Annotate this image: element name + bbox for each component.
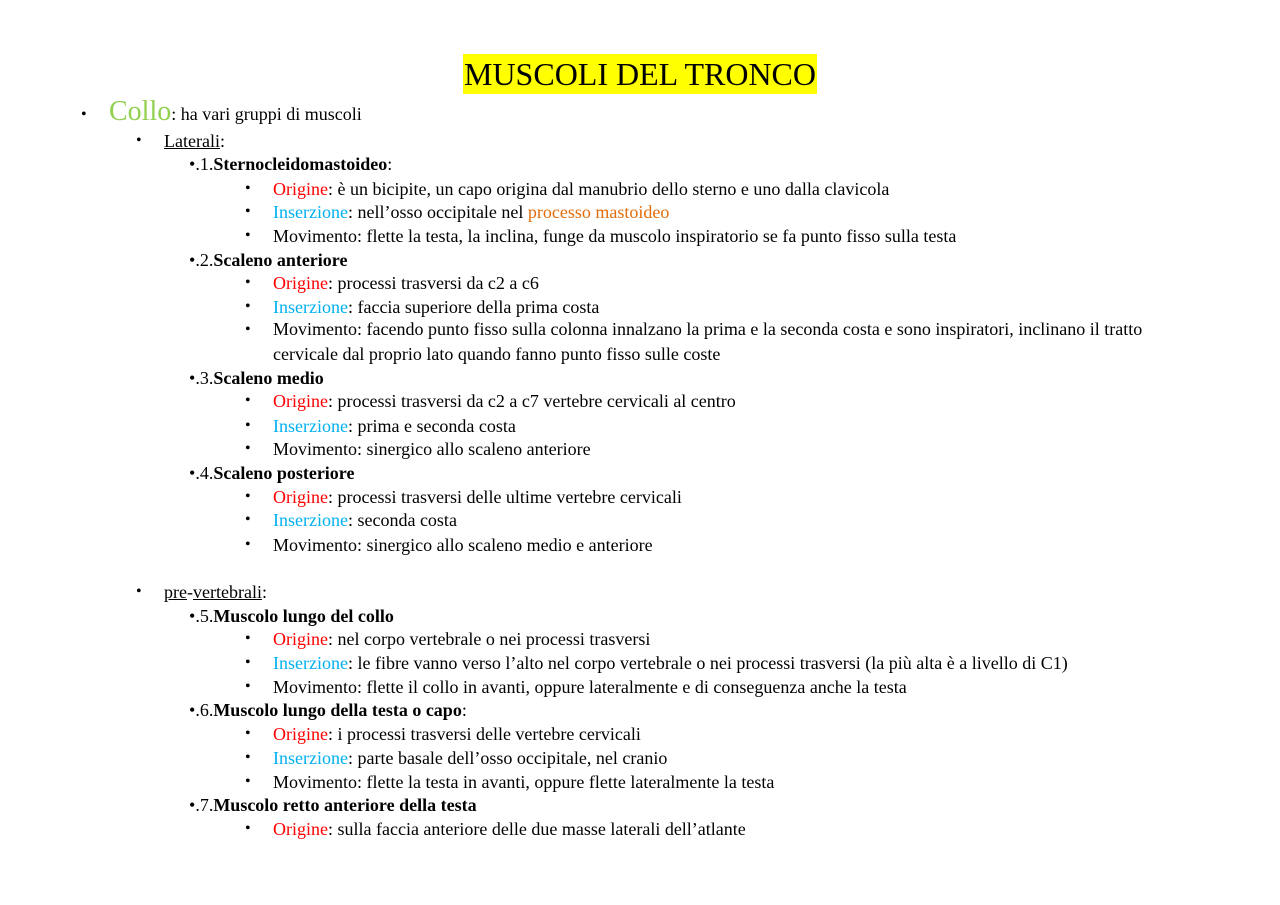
bullet-icon: • [189, 154, 196, 174]
bullet-icon: • [245, 417, 251, 434]
muscle-name: Scaleno posteriore [213, 463, 355, 483]
inserzione-item [273, 201, 669, 223]
bullet-icon: • [245, 321, 251, 338]
bullet-icon: • [189, 368, 196, 388]
bullet-icon: • [245, 392, 251, 409]
origine-label: Origine [273, 629, 328, 649]
inserzione-text: : seconda costa [347, 510, 457, 530]
muscle-name: Muscolo retto anteriore della testa [213, 795, 477, 815]
inserzione-text: : le fibre vanno verso l’alto nel corpo vertebrale o nei processi trasversi (la più alta è a livello di C1) [347, 653, 1068, 673]
origine-text: : processi trasversi da c2 a c7 vertebre cervicali al centro [327, 391, 736, 411]
inserzione-item [273, 509, 457, 531]
inserzione-label: Inserzione [273, 748, 348, 768]
laterali-colon: : [219, 131, 225, 151]
muscle-number: .6. [195, 700, 214, 720]
origine-item [273, 178, 889, 200]
prevertebrali-colon: : [261, 582, 267, 602]
muscle-number: .3. [195, 368, 214, 388]
inserzione-item [273, 652, 1068, 674]
inserzione-item [273, 747, 667, 769]
movimento-item: Movimento: facendo punto fisso sulla colonna innalzano la prima e la seconda costa e sono inspiratori, inclinano il tratto cervicale dal proprio lato quando fanno punto fisso sulle coste [273, 319, 1143, 364]
bullet-icon: • [245, 488, 251, 505]
bullet-icon: • [245, 678, 251, 695]
origine-text: : i processi trasversi delle vertebre cervicali [327, 724, 641, 744]
muscle-heading-6 [189, 699, 467, 721]
bullet-icon: • [136, 583, 142, 600]
origine-label: Origine [273, 273, 328, 293]
muscle-suffix: : [461, 700, 467, 720]
section-collo [109, 98, 362, 128]
bullet-icon: • [245, 440, 251, 457]
movimento-item: Movimento: sinergico allo scaleno medio e anteriore [273, 535, 653, 555]
inserzione-item [273, 296, 599, 318]
inserzione-label: Inserzione [273, 202, 348, 222]
bullet-icon: • [189, 795, 196, 815]
inserzione-label: Inserzione [273, 297, 348, 317]
collo-description: : ha vari gruppi di muscoli [171, 104, 362, 124]
bullet-icon: • [81, 106, 87, 123]
inserzione-label: Inserzione [273, 653, 348, 673]
movimento-item: Movimento: sinergico allo scaleno anteriore [273, 439, 591, 459]
bullet-icon: • [245, 630, 251, 647]
bullet-icon: • [245, 274, 251, 291]
bullet-icon: • [189, 250, 196, 270]
origine-text: : nel corpo vertebrale o nei processi trasversi [327, 629, 651, 649]
origine-item [273, 272, 539, 294]
muscle-number: .2. [195, 250, 214, 270]
bullet-icon: • [189, 606, 196, 626]
bullet-icon: • [245, 180, 251, 197]
collo-label: Collo [109, 96, 172, 127]
origine-text: : sulla faccia anteriore delle due masse laterali dell’atlante [327, 819, 746, 839]
prevertebrali-vert: vertebrali [192, 582, 262, 602]
inserzione-text: : prima e seconda costa [347, 416, 516, 436]
origine-text: : processi trasversi da c2 a c6 [327, 273, 539, 293]
bullet-icon: • [245, 536, 251, 553]
muscle-heading-2 [189, 249, 347, 271]
bullet-icon: • [245, 203, 251, 220]
muscle-heading-4 [189, 462, 354, 484]
muscle-name: Muscolo lungo del collo [213, 606, 394, 626]
muscle-number: .4. [195, 463, 214, 483]
inserzione-text: : nell’osso occipitale nel [347, 202, 528, 222]
inserzione-highlight: processo mastoideo [527, 202, 670, 222]
title-container [0, 54, 1280, 94]
subsection-laterali [164, 130, 225, 152]
muscle-name: Scaleno medio [213, 368, 324, 388]
origine-label: Origine [273, 819, 328, 839]
bullet-icon: • [245, 511, 251, 528]
muscle-suffix: : [387, 154, 393, 174]
subsection-prevertebrali [164, 581, 267, 603]
origine-text: : processi trasversi delle ultime vertebre cervicali [327, 487, 682, 507]
bullet-icon: • [245, 298, 251, 315]
origine-item [273, 818, 746, 840]
muscle-number: .5. [195, 606, 214, 626]
origine-label: Origine [273, 179, 328, 199]
bullet-icon: • [245, 749, 251, 766]
muscle-name: Scaleno anteriore [213, 250, 348, 270]
origine-item [273, 723, 641, 745]
prevertebrali-pre: pre [164, 582, 187, 602]
origine-label: Origine [273, 391, 328, 411]
bullet-icon: • [245, 654, 251, 671]
page-title: MUSCOLI DEL TRONCO [463, 56, 816, 92]
origine-text: : è un bicipite, un capo origina dal manubrio dello sterno e uno dalla clavicola [327, 179, 890, 199]
origine-item [273, 486, 682, 508]
inserzione-text: : parte basale dell’osso occipitale, nel cranio [347, 748, 668, 768]
movimento-item: Movimento: flette il collo in avanti, oppure lateralmente e di conseguenza anche la testa [273, 677, 907, 697]
bullet-icon: • [245, 820, 251, 837]
origine-label: Origine [273, 724, 328, 744]
muscle-heading-3 [189, 367, 324, 389]
inserzione-text: : faccia superiore della prima costa [347, 297, 600, 317]
inserzione-label: Inserzione [273, 510, 348, 530]
muscle-name: Sternocleidomastoideo [213, 154, 388, 174]
bullet-icon: • [245, 773, 251, 790]
bullet-icon: • [245, 227, 251, 244]
bullet-icon: • [189, 700, 196, 720]
inserzione-label: Inserzione [273, 416, 348, 436]
movimento-item: Movimento: flette la testa in avanti, oppure flette lateralmente la testa [273, 772, 775, 792]
bullet-icon: • [245, 725, 251, 742]
muscle-heading-7 [189, 794, 477, 816]
laterali-label: Laterali [164, 131, 220, 151]
origine-item [273, 628, 650, 650]
origine-label: Origine [273, 487, 328, 507]
muscle-number: .7. [195, 795, 214, 815]
origine-item [273, 390, 736, 412]
muscle-name: Muscolo lungo della testa o capo [213, 700, 462, 720]
bullet-icon: • [136, 132, 142, 149]
muscle-number: .1. [195, 154, 214, 174]
inserzione-item [273, 415, 516, 437]
muscle-heading-1 [189, 153, 392, 175]
muscle-heading-5 [189, 605, 394, 627]
bullet-icon: • [189, 463, 196, 483]
movimento-item: Movimento: flette la testa, la inclina, funge da muscolo inspiratorio se fa punto fisso sulla testa [273, 226, 957, 246]
prevertebrali-dash: - [186, 582, 193, 602]
